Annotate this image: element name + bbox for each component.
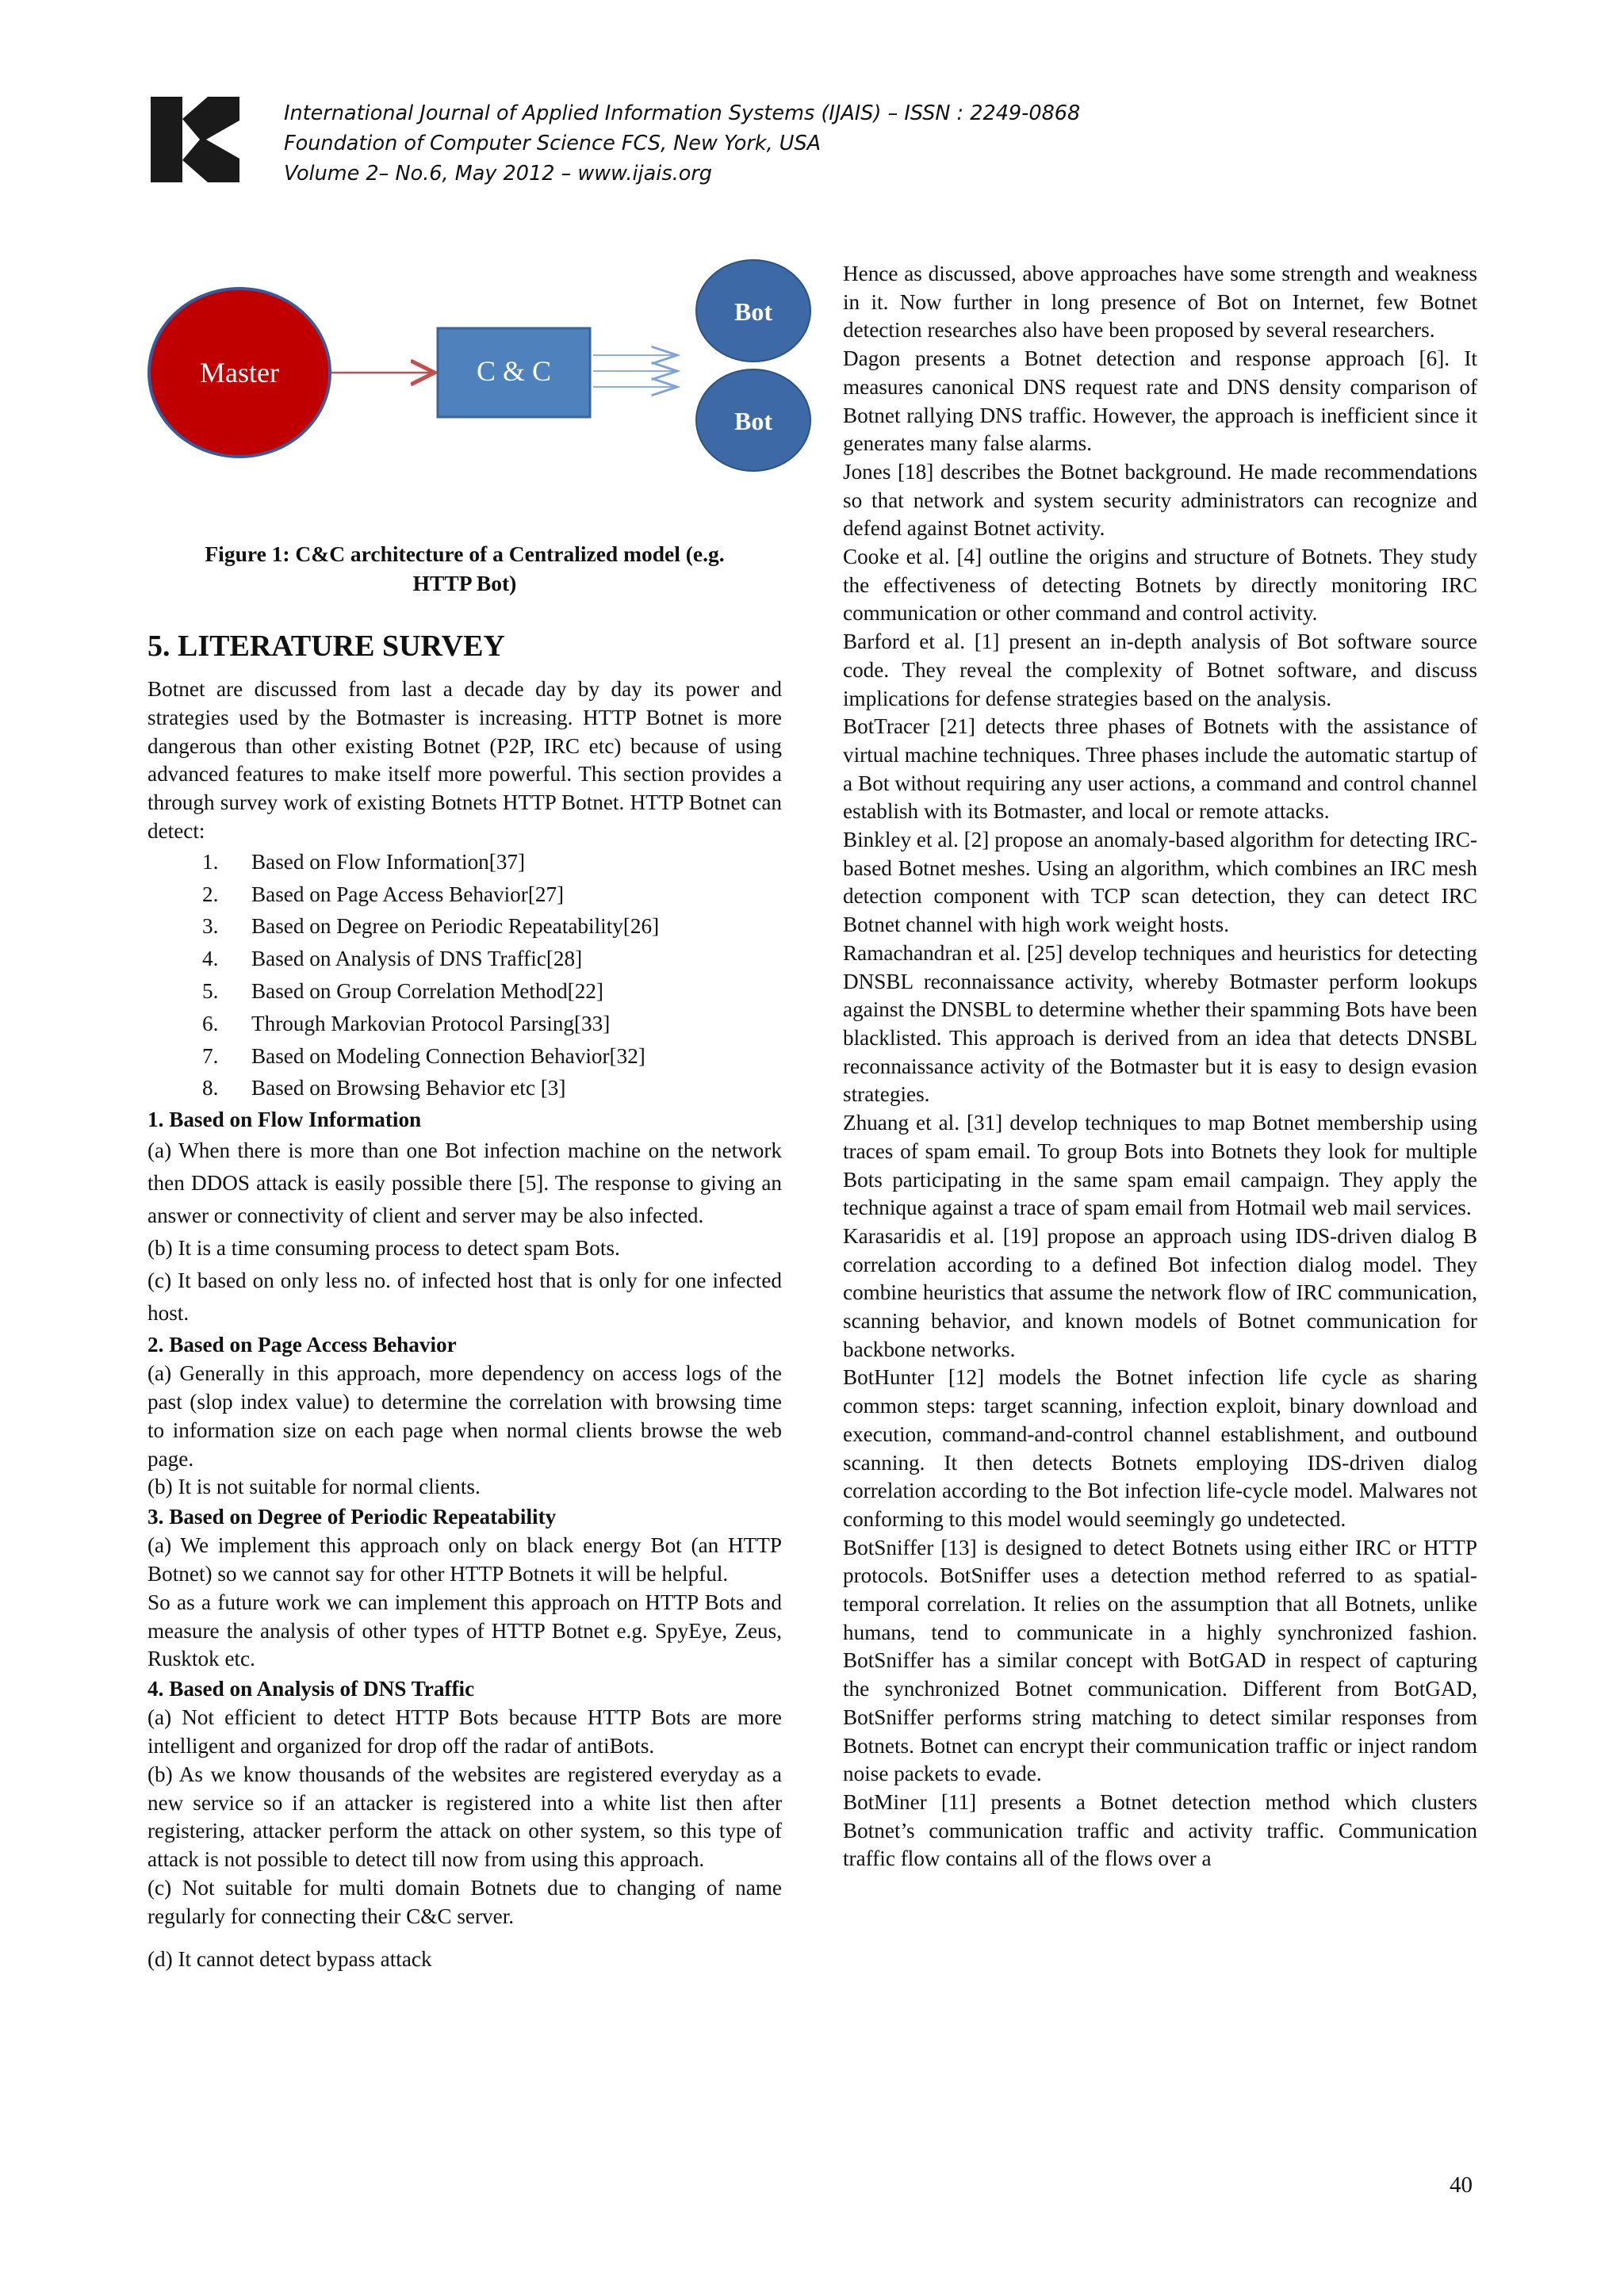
bot-label-2: Bot [734, 407, 772, 435]
journal-title-line: International Journal of Applied Information Systems (IJAIS) – ISSN : 2249-0868 [284, 101, 1081, 125]
master-label: Master [200, 357, 279, 388]
right-paragraph: Zhuang et al. [31] develop techniques to map Botnet membership using traces of spam email. To group Bots into Botnets they look for multiple Bots participating in the same spam email campaign. They apply the technique against a trace of spam email from Hotmail web mail services. [843, 1111, 1477, 1220]
subsection-1-c: (c) It based on only less no. of infected host that is only for one infected host. [147, 1269, 782, 1326]
right-paragraph: Cooke et al. [4] outline the origins and structure of Botnets. They study the effectiveness of detecting Botnets by directly monitoring IRC communication or other command and control activity. [843, 545, 1477, 626]
list-text: Based on Degree on Periodic Repeatability[26] [251, 914, 660, 939]
list-text: Based on Modeling Connection Behavior[32] [251, 1043, 645, 1068]
subsection-4-b: (b) As we know thousands of the websites are registered everyday as a new service so if an attacker is registered into a white list then after registering, attacker perform the attack on other system, so this type of attack is not possible to detect till now from using this approach. [147, 1762, 782, 1872]
list-item [202, 1072, 782, 1104]
list-item [202, 878, 782, 911]
right-paragraph: BotTracer [21] detects three phases of Botnets with the assistance of virtual machine techniques. Three phases include the automatic startup of a Bot without requiring any user actions, a command and control channel establish with its Botmaster, and local or remote attacks. [843, 714, 1477, 824]
figure-caption [147, 539, 782, 598]
subsection-4-d: (d) It cannot detect bypass attack [147, 1946, 432, 1971]
list-item [202, 910, 782, 943]
list-text: Based on Browsing Behavior etc [3] [251, 1076, 566, 1100]
right-paragraph: Binkley et al. [2] propose an anomaly-based algorithm for detecting IRC-based Botnet meshes. Using an algorithm, which combines an IRC mesh detection component with TCP scan detection, they can detect IRC Botnet channel with high work weight hosts. [843, 828, 1477, 937]
list-text: Through Markovian Protocol Parsing[33] [251, 1011, 611, 1035]
list-number: 2. [202, 882, 219, 906]
right-column [843, 260, 1477, 1873]
caption-line-1: Figure 1: C&C architecture of a Centralized model (e.g. [205, 541, 725, 566]
list-text: Based on Flow Information[37] [251, 849, 526, 874]
subsection-4-a: (a) Not efficient to detect HTTP Bots because HTTP Bots are more intelligent and organized for drop off the radar of antiBots. [147, 1705, 782, 1758]
subsection-3-b: So as a future work we can implement this approach on HTTP Bots and measure the analysis of other types of HTTP Botnet e.g. SpyEye, Zeus, Rusktok etc. [147, 1590, 782, 1671]
list-number: 1. [202, 849, 219, 874]
right-paragraph: Hence as discussed, above approaches have some strength and weakness in it. Now further in long presence of Bot on Internet, few Botnet detection researches also have been proposed by several researchers. [843, 262, 1477, 342]
list-item [202, 1008, 782, 1040]
right-paragraph: BotMiner [11] presents a Botnet detection method which clusters Botnet’s communication traffic and activity traffic. Communication traffic flow contains all of the flows over a [843, 1789, 1477, 1871]
cc-architecture-diagram [147, 254, 814, 515]
list-item [202, 975, 782, 1008]
right-paragraph: Jones [18] describes the Botnet background. He made recommendations so that network and system security administrators can recognize and defend against Botnet activity. [843, 459, 1477, 541]
subsection-2-a: (a) Generally in this approach, more dependency on access logs of the past (slop index value) to determine the correlation with browsing time to information size on each page when normal clients browse the web page. [147, 1361, 782, 1471]
figure-cc-architecture [147, 254, 814, 515]
subsection-3-title: 3. Based on Degree of Periodic Repeatability [147, 1505, 557, 1529]
list-item [202, 1040, 782, 1073]
publisher-line: Foundation of Computer Science FCS, New York, USA [284, 132, 822, 155]
subsection-2-b: (b) It is not suitable for normal clients. [147, 1475, 481, 1499]
subsection-4-c: (c) Not suitable for multi domain Botnets due to changing of name regularly for connecting their C&C server. [147, 1875, 782, 1928]
subsection-1-b: (b) It is a time consuming process to detect spam Bots. [147, 1236, 620, 1261]
subsection-1-a: (a) When there is more than one Bot infection machine on the network then DDOS attack is easily possible there [5]. The response to giving an answer or connectivity of client and server may be also infected. [147, 1138, 782, 1228]
subsection-1-title: 1. Based on Flow Information [147, 1108, 422, 1132]
list-number: 8. [202, 1076, 219, 1100]
list-item [202, 943, 782, 975]
right-paragraph: Barford et al. [1] present an in-depth analysis of Bot software source code. They reveal the complexity of Botnet software, and discuss implications for defense strategies based on the analysis. [843, 629, 1477, 710]
section-title: 5. LITERATURE SURVEY [147, 629, 505, 663]
subsection-4-title: 4. Based on Analysis of DNS Traffic [147, 1677, 475, 1701]
list-number: 5. [202, 978, 219, 1003]
right-paragraph: Dagon presents a Botnet detection and response approach [6]. It measures canonical DNS request rate and DNS density comparison of Botnet rallying DNS traffic. However, the approach is inefficient since it generates many false alarms. [843, 346, 1477, 456]
methods-list [147, 846, 782, 1104]
volume-line: Volume 2– No.6, May 2012 – www.ijais.org [284, 162, 712, 186]
left-column [147, 254, 782, 1973]
list-number: 3. [202, 914, 219, 939]
right-paragraph: BotSniffer [13] is designed to detect Botnets using either IRC or HTTP protocols. BotSniffer uses a detection method referred to as spatial-temporal correlation. It relies on the assumption that all Botnets, unlike humans, tend to communicate in a highly synchronized fashion. BotSniffer has a similar concept with BotGAD in respect of capturing the synchronized Botnet communication. Different from BotGAD, BotSniffer performs string matching to detect similar responses from Botnets. Botnet can encrypt their communication traffic or inject random noise packets to evade. [843, 1535, 1477, 1786]
caption-line-2: HTTP Bot) [412, 571, 517, 595]
right-paragraph: Ramachandran et al. [25] develop techniques and heuristics for detecting DNSBL reconnaissance activity, whereby Botmaster perform lookups against the DNSBL to determine whether their spamming Bots have been blacklisted. This approach is derived from an idea that detects DNSBL reconnaissance activity of the Botmaster but it is easy to design evasion strategies. [843, 940, 1477, 1107]
right-paragraph: BotHunter [12] models the Botnet infection life cycle as sharing common steps: target scanning, infection exploit, binary download and execution, command-and-control channel establishment, and outbound scanning. It then detects Botnets employing IDS-driven dialog correlation according to the Bot infection life-cycle model. Malwares not conforming to this model would seemingly go undetected. [843, 1365, 1477, 1531]
subsection-2-title: 2. Based on Page Access Behavior [147, 1333, 457, 1357]
journal-logo-icon [151, 97, 239, 182]
list-number: 4. [202, 947, 219, 971]
list-text: Based on Page Access Behavior[27] [251, 882, 565, 906]
intro-paragraph: Botnet are discussed from last a decade day by day its power and strategies used by the Botmaster is increasing. HTTP Botnet is more dangerous than other existing Botnet (P2P, IRC etc) because of using advanced features to make itself more powerful. This section provides a through survey work of existing Botnets HTTP Botnet. HTTP Botnet can detect: [147, 677, 782, 843]
cc-label: C & C [476, 355, 552, 387]
bot-label-1: Bot [734, 297, 772, 326]
list-item [202, 846, 782, 878]
list-number: 7. [202, 1043, 219, 1068]
list-text: Based on Group Correlation Method[22] [251, 978, 603, 1003]
subsection-3-a: (a) We implement this approach only on black energy Bot (an HTTP Botnet) so we cannot say for other HTTP Botnets it will be helpful. [147, 1533, 782, 1586]
list-number: 6. [202, 1011, 219, 1035]
right-paragraph: Karasaridis et al. [19] propose an approach using IDS-driven dialog B correlation according to a defined Bot infection dialog model. They combine heuristics that assume the network flow of IRC communication, scanning behavior, and known models of Botnet communication for backbone networks. [843, 1223, 1477, 1361]
journal-header [284, 98, 1235, 189]
list-text: Based on Analysis of DNS Traffic[28] [251, 947, 583, 971]
page-number: 40 [1450, 2172, 1473, 2198]
